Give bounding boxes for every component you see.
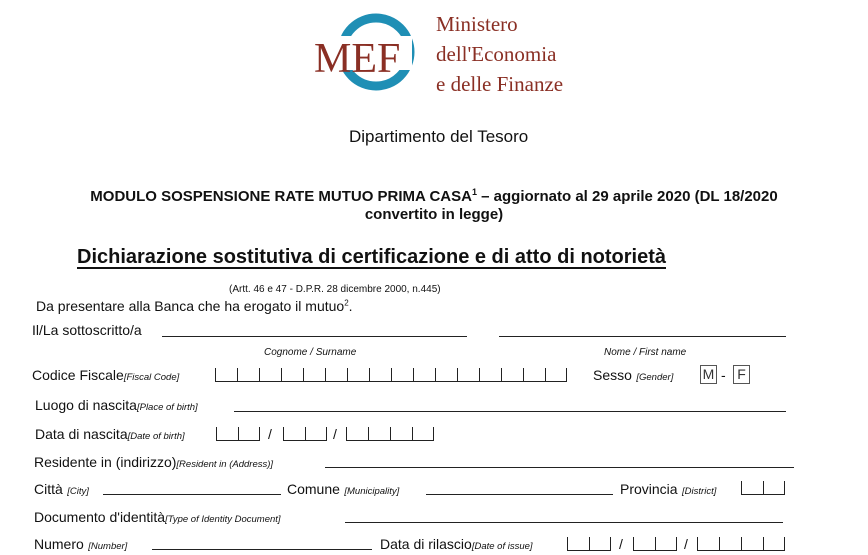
province-hint: [District]	[682, 486, 717, 497]
fiscal-code-label-text: Codice Fiscale	[32, 367, 124, 383]
issue-year-cell[interactable]	[719, 537, 741, 551]
fiscal-code-cell[interactable]	[435, 368, 457, 382]
birth-year-cell[interactable]	[412, 427, 434, 441]
issue-date-label	[380, 536, 533, 554]
doc-number-label-text: Numero	[34, 536, 84, 552]
issue-date-label-text: Data di rilascio	[380, 536, 472, 552]
gender-option-m[interactable]: M	[700, 365, 717, 384]
gender-label	[593, 367, 673, 385]
doc-number-field[interactable]	[152, 549, 372, 550]
intro-text	[36, 298, 353, 314]
intro-text-body: Da presentare alla Banca che ha erogato il mutuo	[36, 298, 345, 314]
id-document-label-text: Documento d'identità	[34, 509, 166, 525]
birth-place-hint: [Place of birth]	[136, 402, 198, 413]
birth-place-label	[35, 397, 198, 415]
fiscal-code-cell[interactable]	[325, 368, 347, 382]
id-document-field[interactable]	[345, 522, 783, 523]
issue-day-cell[interactable]	[567, 537, 589, 551]
birth-date-separator: /	[268, 426, 272, 442]
form-title-line2: convertito in legge)	[364, 206, 504, 223]
municipality-label-text: Comune	[287, 481, 340, 497]
issue-month-cells[interactable]	[633, 537, 677, 551]
birth-date-hint: [Date of birth]	[127, 431, 185, 442]
province-label	[620, 481, 716, 499]
province-cell[interactable]	[741, 481, 763, 495]
birth-month-cells[interactable]	[283, 427, 327, 441]
first-name-field[interactable]	[499, 336, 786, 337]
doc-number-hint: [Number]	[88, 541, 128, 552]
form-title-suffix: – aggiornato al 29 aprile 2020 (DL 18/2020	[477, 188, 778, 205]
city-hint: [City]	[67, 486, 89, 497]
province-label-text: Provincia	[620, 481, 678, 497]
birth-year-cells[interactable]	[346, 427, 434, 441]
issue-date-hint: [Date of issue]	[471, 541, 533, 552]
form-title	[0, 187, 868, 205]
gender-label-text: Sesso	[593, 367, 632, 383]
fiscal-code-cell[interactable]	[523, 368, 545, 382]
mef-logo	[312, 8, 420, 98]
fiscal-code-cell[interactable]	[281, 368, 303, 382]
fiscal-code-cell[interactable]	[215, 368, 237, 382]
gender-option-f[interactable]: F	[733, 365, 750, 384]
province-cell[interactable]	[763, 481, 785, 495]
birth-date-label-text: Data di nascita	[35, 426, 128, 442]
fiscal-code-cell[interactable]	[479, 368, 501, 382]
ministry-name-line-2: dell'Economia	[436, 42, 557, 66]
department-name: Dipartimento del Tesoro	[349, 127, 529, 146]
issue-year-cell[interactable]	[741, 537, 763, 551]
id-document-hint: [Type of Identity Document]	[165, 514, 281, 525]
fiscal-code-hint: [Fiscal Code]	[123, 372, 180, 383]
issue-month-cell[interactable]	[655, 537, 677, 551]
fiscal-code-cell[interactable]	[457, 368, 479, 382]
birth-day-cell[interactable]	[238, 427, 260, 441]
birth-month-cell[interactable]	[305, 427, 327, 441]
intro-text-end: .	[348, 298, 353, 314]
birth-month-cell[interactable]	[283, 427, 305, 441]
issue-date-separator: /	[619, 536, 623, 552]
logo-text: MEF	[314, 36, 401, 82]
birth-day-cell[interactable]	[216, 427, 238, 441]
intro-footnote-ref: 2	[344, 298, 349, 308]
birth-place-field[interactable]	[234, 411, 786, 412]
issue-date-separator: /	[684, 536, 688, 552]
title-footnote-ref: 1	[471, 187, 477, 197]
issue-year-cell[interactable]	[697, 537, 719, 551]
birth-year-cell[interactable]	[346, 427, 368, 441]
undersigned-label: Il/La sottoscritto/a	[32, 322, 142, 338]
fiscal-code-cell[interactable]	[369, 368, 391, 382]
legal-reference: (Artt. 46 e 47 - D.P.R. 28 dicembre 2000, n.445)	[229, 284, 441, 295]
ministry-name-line-1: Ministero	[436, 12, 518, 36]
fiscal-code-cell[interactable]	[391, 368, 413, 382]
province-cells[interactable]	[741, 481, 785, 495]
birth-year-cell[interactable]	[368, 427, 390, 441]
ministry-name-line-3: e delle Finanze	[436, 72, 564, 96]
declaration-heading: Dichiarazione sostitutiva di certificazione e di atto di notorietà	[77, 246, 666, 268]
gender-hint: [Gender]	[636, 372, 674, 383]
birth-date-label	[35, 426, 185, 444]
issue-month-cell[interactable]	[633, 537, 655, 551]
city-field[interactable]	[103, 494, 281, 495]
surname-field[interactable]	[162, 336, 467, 337]
fiscal-code-cell[interactable]	[303, 368, 325, 382]
city-label-text: Città	[34, 481, 63, 497]
municipality-hint: [Municipality]	[344, 486, 400, 497]
gender-separator: -	[721, 367, 726, 383]
birth-year-cell[interactable]	[390, 427, 412, 441]
birth-place-label-text: Luogo di nascita	[35, 397, 137, 413]
surname-hint: Cognome / Surname	[264, 347, 357, 358]
city-label	[34, 481, 89, 499]
issue-year-cells[interactable]	[697, 537, 785, 551]
id-document-label	[34, 509, 281, 527]
residence-field[interactable]	[325, 467, 794, 468]
fiscal-code-cell[interactable]	[501, 368, 523, 382]
issue-day-cell[interactable]	[589, 537, 611, 551]
first-name-hint: Nome / First name	[604, 347, 687, 358]
municipality-label	[287, 481, 399, 499]
birth-day-cells[interactable]	[216, 427, 260, 441]
fiscal-code-cell[interactable]	[347, 368, 369, 382]
form-title-main: MODULO SOSPENSIONE RATE MUTUO PRIMA CASA	[90, 188, 472, 205]
residence-hint: [Resident in (Address)]	[176, 459, 274, 470]
fiscal-code-cells[interactable]	[215, 368, 567, 382]
residence-label	[34, 454, 273, 472]
fiscal-code-cell[interactable]	[545, 368, 567, 382]
birth-date-separator: /	[333, 426, 337, 442]
residence-label-text: Residente in (indirizzo)	[34, 454, 177, 470]
fiscal-code-label	[32, 367, 179, 385]
issue-year-cell[interactable]	[763, 537, 785, 551]
issue-day-cells[interactable]	[567, 537, 611, 551]
municipality-field[interactable]	[426, 494, 613, 495]
fiscal-code-cell[interactable]	[237, 368, 259, 382]
fiscal-code-cell[interactable]	[413, 368, 435, 382]
doc-number-label	[34, 536, 127, 554]
fiscal-code-cell[interactable]	[259, 368, 281, 382]
